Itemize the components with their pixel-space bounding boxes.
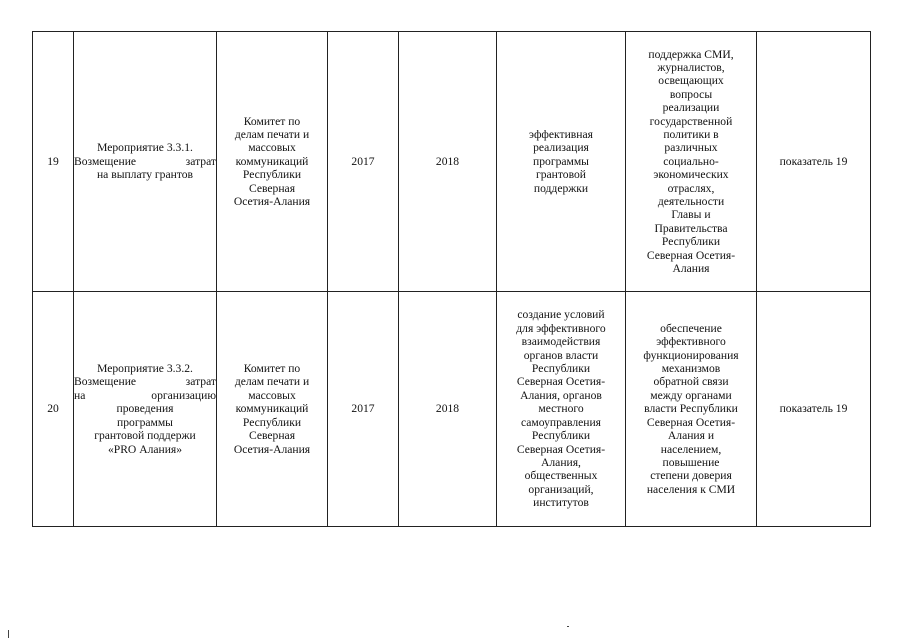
- expected-result-cell: эффективная реализация программы грантовой поддержки: [497, 32, 626, 292]
- event-line: на организацию: [74, 388, 216, 402]
- end-year-cell: 2018: [399, 32, 497, 292]
- executor-cell: Комитет по делам печати и массовых коммуникаций Республики Северная Осетия-Алания: [217, 292, 328, 527]
- expected-result-cell: создание условий для эффективного взаимодействия органов власти Республики Северная Осетия- Алания, органов местного самоуправления Республики Северная Осетия- Алания, общественных организаций, институтов: [497, 292, 626, 527]
- program-activities-table: [32, 31, 871, 527]
- event-line: Возмещение затрат: [74, 154, 216, 168]
- table-row: [33, 32, 871, 292]
- direction-cell: обеспечение эффективного функционирования механизмов обратной связи между органами власти Республики Северная Осетия- Алания и населением, повышение степени доверия населения к СМИ: [626, 292, 757, 527]
- table-row: [33, 292, 871, 527]
- executor-cell: Комитет по делам печати и массовых коммуникаций Республики Северная Осетия-Алания: [217, 32, 328, 292]
- scan-speck: [567, 626, 569, 627]
- direction-cell: поддержка СМИ, журналистов, освещающих вопросы реализации государственной политики в различных социально- экономических отраслях, деятельности Главы и Правительства Республики Северная Осетия- Алания: [626, 32, 757, 292]
- event-title: Мероприятие 3.3.1.: [97, 141, 193, 155]
- scan-speck: [8, 630, 9, 638]
- event-title: Мероприятие 3.3.2.: [97, 362, 193, 376]
- event-cell: [74, 32, 217, 292]
- start-year-cell: 2017: [328, 292, 399, 527]
- row-number: 19: [33, 32, 74, 292]
- indicator-cell: показатель 19: [757, 292, 871, 527]
- event-text: на выплату грантов: [96, 168, 194, 182]
- event-cell: [74, 292, 217, 527]
- row-number: 20: [33, 292, 74, 527]
- indicator-cell: показатель 19: [757, 32, 871, 292]
- end-year-cell: 2018: [399, 292, 497, 527]
- event-line: Возмещение затрат: [74, 375, 216, 389]
- event-text: проведения программы грантовой поддержи «PRO Алания»: [94, 402, 196, 456]
- start-year-cell: 2017: [328, 32, 399, 292]
